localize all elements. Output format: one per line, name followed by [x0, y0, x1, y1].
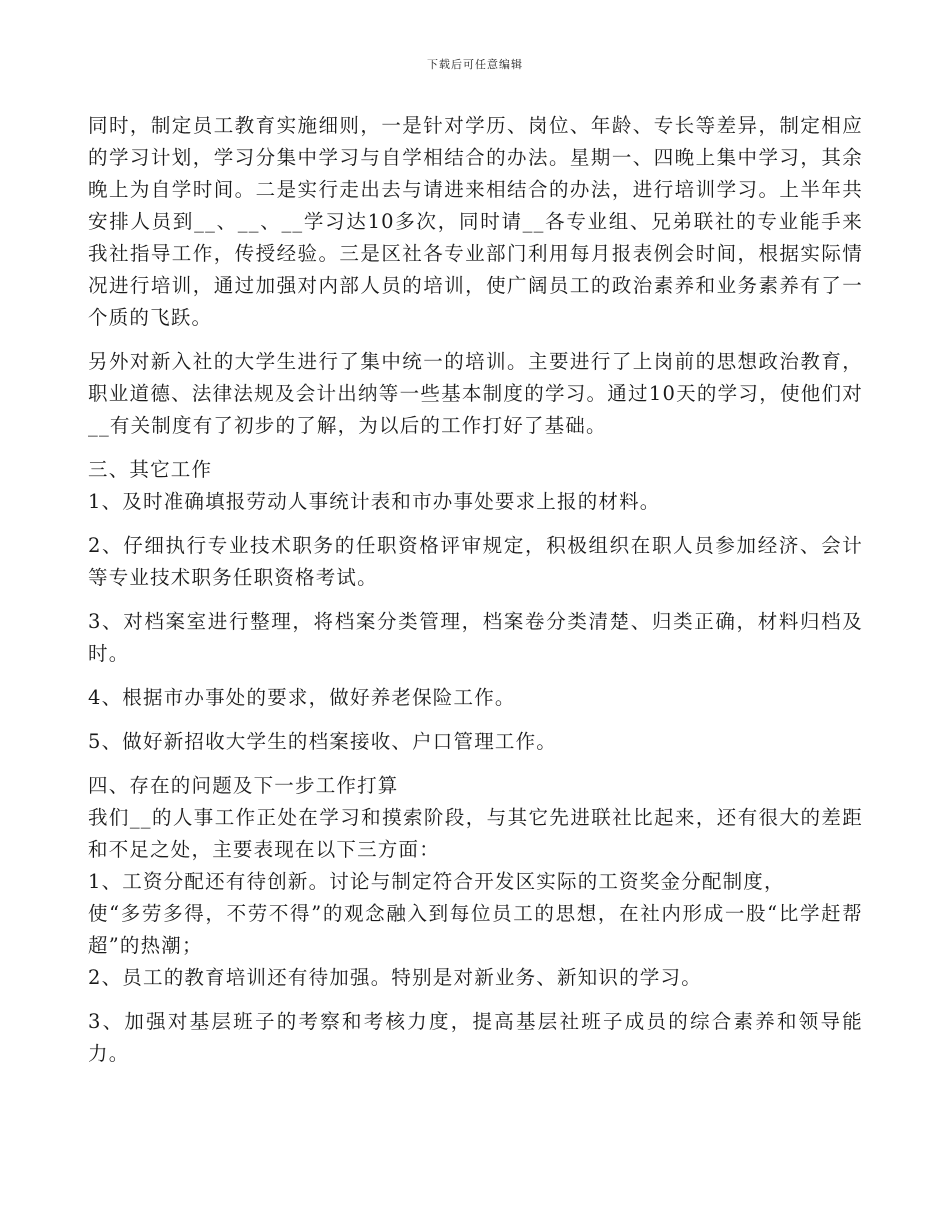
list-item-5: 5、做好新招收大学生的档案接收、户口管理工作。: [88, 730, 558, 753]
list-item-4: 4、根据市办事处的要求，做好养老保险工作。: [88, 686, 516, 709]
page-header: 下载后可任意编辑: [427, 58, 523, 71]
section-heading-other-work: 三、其它工作: [88, 458, 213, 481]
problem-item-3: 3、加强对基层班子的考察和考核力度，提高基层社班子成员的综合素养和领导能力。: [88, 1010, 863, 1065]
paragraph-new-graduates: 另外对新入社的大学生进行了集中统一的培训。主要进行了上岗前的思想政治教育，职业道德、法律法规及会计出纳等一些基本制度的学习。通过10天的学习，使他们对__有关制度有了初步的了解，为以后的工作打好了基础。: [88, 350, 863, 437]
list-item-1: 1、及时准确填报劳动人事统计表和市办事处要求上报的材料。: [88, 490, 661, 513]
problem-item-1: 1、工资分配还有待创新。讨论与制定符合开发区实际的工资奖金分配制度，: [88, 870, 785, 893]
paragraph-training-details: 同时，制定员工教育实施细则，一是针对学历、岗位、年龄、专长等差异，制定相应的学习计划，学习分集中学习与自学相结合的办法。星期一、四晚上集中学习，其余晚上为自学时间。二是实行走出去与请进来相结合的办法，进行培训学习。上半年共安排人员到__、__、__学习达10多次，同时请__各专业组、兄弟联社的专业能手来我社指导工作，传授经验。三是区社各专业部门利用每月报表例会时间，根据实际情况进行培训，通过加强对内部人员的培训，使广阔员工的政治素养和业务素养有了一个质的飞跃。: [88, 114, 863, 329]
list-item-2: 2、仔细执行专业技术职务的任职资格评审规定，积极组织在职人员参加经济、会计等专业技术职务任职资格考试。: [88, 534, 863, 589]
list-item-3: 3、对档案室进行整理，将档案分类管理，档案卷分类清楚、归类正确，材料归档及时。: [88, 610, 863, 665]
problem-item-1-continued: 使“多劳多得，不劳不得”的观念融入到每位员工的思想，在社内形成一股“比学赶帮超”的热潮；: [88, 902, 863, 957]
paragraph-problems-intro: 我们__的人事工作正处在学习和摸索阶段，与其它先进联社比起来，还有很大的差距和不足之处，主要表现在以下三方面：: [88, 806, 863, 861]
problem-item-2: 2、员工的教育培训还有待加强。特别是对新业务、新知识的学习。: [88, 966, 702, 989]
section-heading-problems: 四、存在的问题及下一步工作打算: [88, 774, 399, 797]
document-body: [88, 110, 863, 1070]
